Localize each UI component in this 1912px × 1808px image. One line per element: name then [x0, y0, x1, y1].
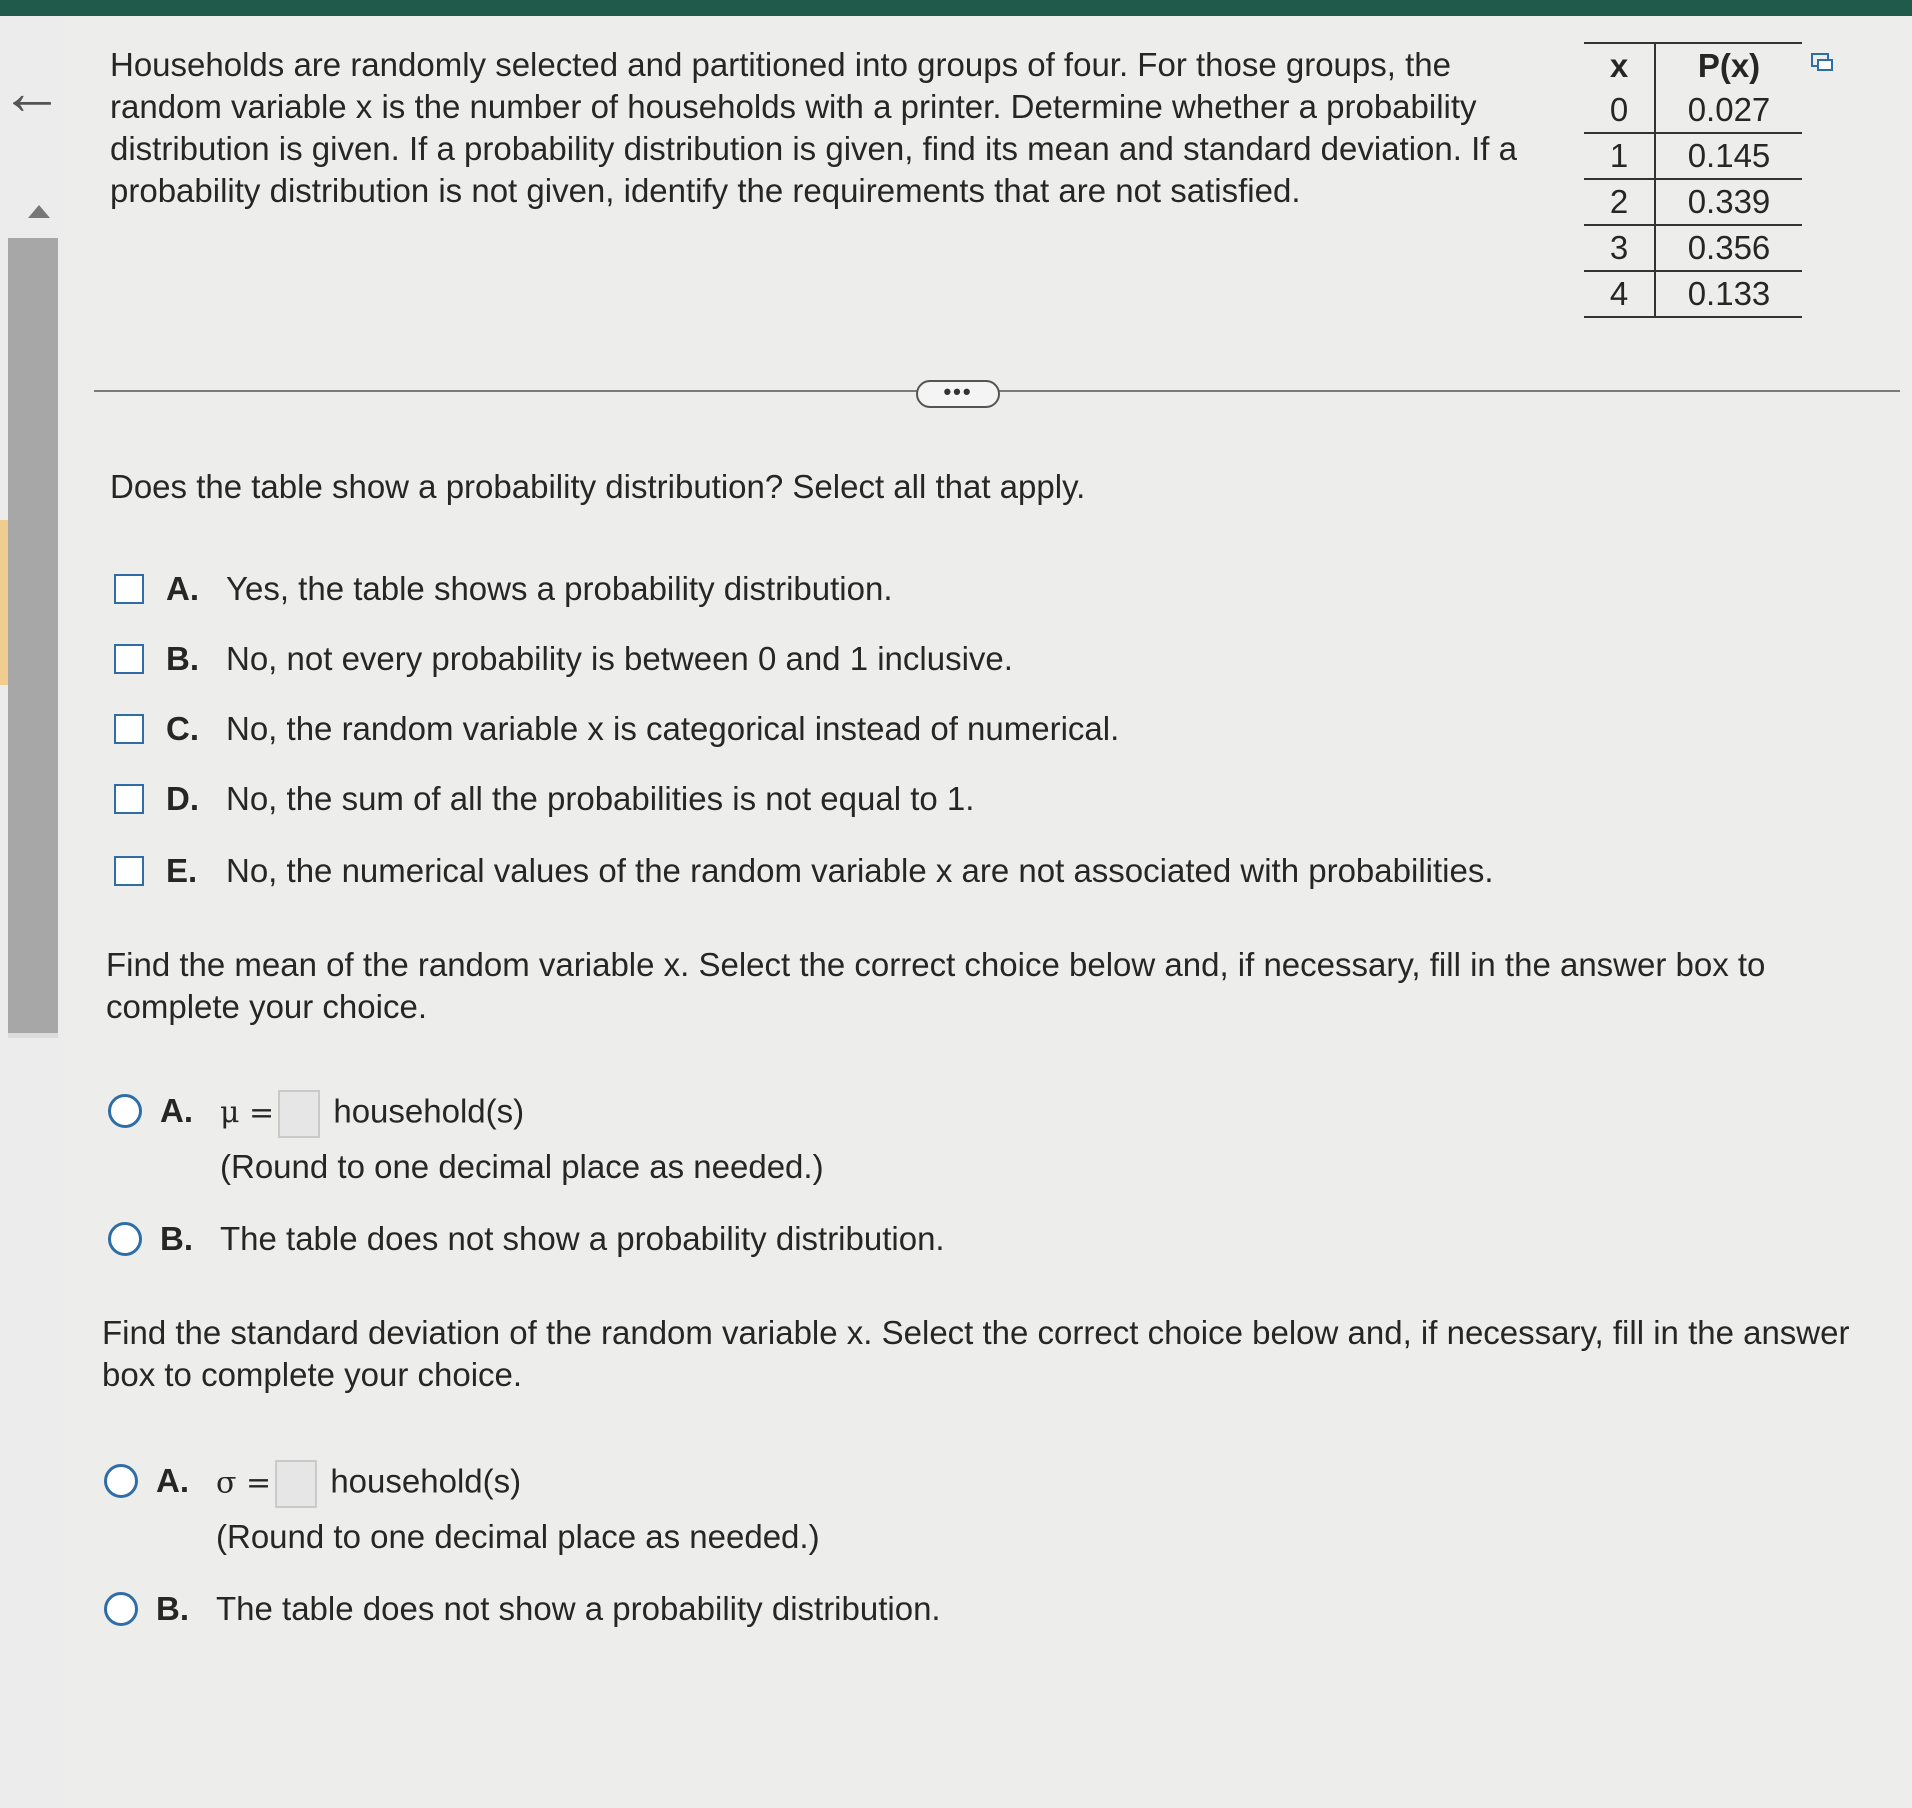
option-text: The table does not show a probability distribution.	[220, 1220, 945, 1257]
radio-button[interactable]	[104, 1464, 138, 1498]
table-row	[1584, 88, 1802, 133]
option-letter: A.	[166, 570, 199, 607]
option-letter: E.	[166, 852, 198, 889]
checkbox[interactable]	[114, 574, 144, 604]
checkbox[interactable]	[114, 644, 144, 674]
option-letter: C.	[166, 710, 199, 747]
table-row	[1584, 225, 1802, 271]
question1-prompt: Does the table show a probability distribution? Select all that apply.	[110, 468, 1086, 505]
table-row	[1584, 271, 1802, 317]
table-cell-p: 0.339	[1655, 179, 1802, 225]
intro-text: Households are randomly selected and partitioned into groups of four. For those groups, the random variable x is the number of households with a printer. Determine whether a probability distribution is given. If a probability distribution is given, find its mean and standard deviation. If a probability distribution is not given, identify the requirements that are not satisfied.	[110, 46, 1517, 209]
question3-prompt: Find the standard deviation of the random variable x. Select the correct choice below and, if necessary, fill in the answer box to complete your choice.	[102, 1314, 1850, 1393]
std-answer-box[interactable]	[275, 1460, 317, 1508]
unit-label: household(s)	[330, 1462, 522, 1500]
table-header-x: x	[1584, 43, 1655, 88]
table-cell-p: 0.133	[1655, 271, 1802, 317]
scroll-up-icon[interactable]	[28, 205, 50, 218]
probability-table	[1584, 42, 1802, 318]
table-cell-x: 3	[1584, 225, 1655, 271]
table-row	[1584, 179, 1802, 225]
option-text: No, the sum of all the probabilities is not equal to 1.	[226, 780, 975, 817]
table-header-px: P(x)	[1655, 43, 1802, 88]
option-text: No, not every probability is between 0 and 1 inclusive.	[226, 640, 1013, 677]
table-row	[1584, 133, 1802, 179]
rounding-hint: (Round to one decimal place as needed.)	[220, 1148, 824, 1185]
radio-button[interactable]	[104, 1592, 138, 1626]
sigma-symbol: σ =	[216, 1465, 272, 1501]
question2-prompt: Find the mean of the random variable x. Select the correct choice below and, if necessary, fill in the answer box to complete your choice.	[106, 946, 1766, 1025]
table-cell-x: 1	[1584, 133, 1655, 179]
mean-answer-box[interactable]	[278, 1090, 320, 1138]
table-cell-x: 0	[1584, 88, 1655, 133]
table-cell-p: 0.027	[1687, 91, 1771, 128]
checkbox[interactable]	[114, 784, 144, 814]
top-bar	[0, 0, 1912, 16]
option-letter: A.	[160, 1092, 193, 1129]
option-letter: B.	[156, 1590, 189, 1627]
option-text: Yes, the table shows a probability distribution.	[226, 570, 893, 607]
checkbox[interactable]	[114, 714, 144, 744]
table-cell-p: 0.356	[1655, 225, 1802, 271]
rounding-hint: (Round to one decimal place as needed.)	[216, 1518, 820, 1555]
option-letter: B.	[166, 640, 199, 677]
option-letter: B.	[160, 1220, 193, 1257]
radio-button[interactable]	[108, 1094, 142, 1128]
option-text: No, the numerical values of the random variable x are not associated with probabilities.	[226, 852, 1494, 889]
back-arrow-icon[interactable]: ←	[0, 56, 64, 128]
option-text: No, the random variable x is categorical instead of numerical.	[226, 710, 1120, 747]
scrollbar-thumb[interactable]	[8, 238, 58, 1033]
checkbox[interactable]	[114, 856, 144, 886]
scroll-marker	[0, 520, 8, 685]
expand-icon[interactable]	[1810, 52, 1834, 72]
more-button[interactable]: •••	[916, 380, 1000, 408]
option-letter: D.	[166, 780, 199, 817]
mu-symbol: μ =	[220, 1095, 275, 1131]
table-cell-x: 2	[1584, 179, 1655, 225]
table-cell-p: 0.145	[1655, 133, 1802, 179]
unit-label: household(s)	[333, 1092, 525, 1130]
radio-button[interactable]	[108, 1222, 142, 1256]
option-letter: A.	[156, 1462, 189, 1499]
option-text: The table does not show a probability distribution.	[216, 1590, 941, 1627]
table-cell-x: 4	[1584, 271, 1655, 317]
